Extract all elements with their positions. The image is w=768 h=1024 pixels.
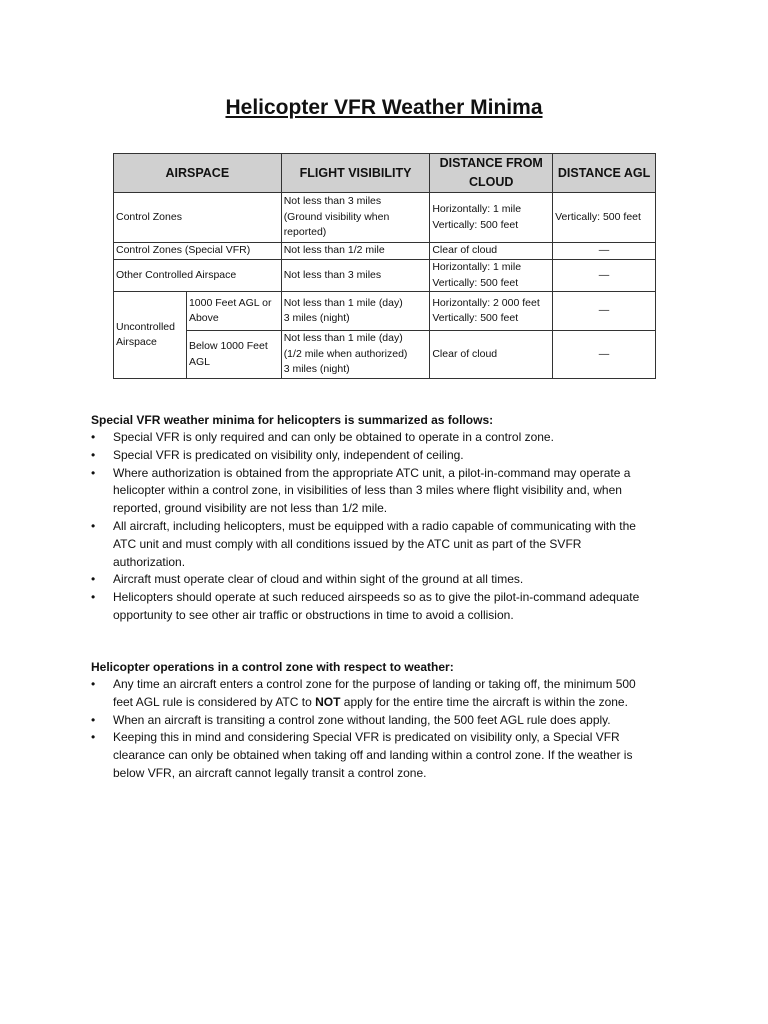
list-item xyxy=(91,429,681,447)
bullet-icon: • xyxy=(91,572,96,587)
list-item-line: Aircraft must operate clear of cloud and within sight of the ground at all times. xyxy=(113,572,524,587)
cell-line: Not less than 1 mile (day) xyxy=(283,332,403,345)
cell-line: Not less than 3 miles xyxy=(283,195,382,208)
cell-visibility: Not less than 1/2 mile xyxy=(281,243,430,260)
cell-visibility: Not less than 3 miles xyxy=(281,260,430,292)
cell-agl: Vertically: 500 feet xyxy=(553,193,656,243)
svfr-section xyxy=(91,411,681,625)
cell-cloud: Clear of cloud xyxy=(430,331,553,379)
cell-line: 1000 Feet AGL or xyxy=(188,296,272,309)
cell-line: reported) xyxy=(283,226,327,239)
list-item xyxy=(91,571,681,589)
table-row xyxy=(114,292,656,331)
list-item-line: When an aircraft is transiting a control zone without landing, the 500 feet AGL rule does apply. xyxy=(113,712,611,727)
cell-agl: — xyxy=(553,292,656,331)
list-item-line: below VFR, an aircraft cannot legally transit a control zone. xyxy=(113,765,427,780)
cell-line: Not less than 1 mile (day) xyxy=(283,296,403,309)
text-run: apply for the entire time the aircraft is within the zone. xyxy=(340,694,628,709)
cell-cloud xyxy=(430,260,553,292)
list-item-line: Where authorization is obtained from the appropriate ATC unit, a pilot-in-command may operate a xyxy=(113,465,631,480)
list-item-line: Helicopters should operate at such reduced airspeeds so as to give the pilot-in-command adequate xyxy=(113,590,640,605)
cell-airspace: Control Zones xyxy=(114,193,282,243)
list-item xyxy=(91,589,681,625)
header-airspace: AIRSPACE xyxy=(114,154,282,193)
list-item-line: Special VFR is predicated on visibility only, independent of ceiling. xyxy=(113,447,464,462)
cell-line: (Ground visibility when xyxy=(283,210,390,223)
cell-line: Horizontally: 1 mile xyxy=(432,261,522,273)
list-item-line: reported, ground visibility are not less than 1/2 mile. xyxy=(113,501,388,516)
cell-visibility xyxy=(281,193,430,243)
cell-line: Horizontally: 2 000 feet xyxy=(432,296,540,309)
table-row xyxy=(114,193,656,243)
bullet-icon: • xyxy=(91,677,96,691)
bullet-icon: • xyxy=(91,730,96,745)
cell-visibility xyxy=(281,331,430,379)
list-item-line: authorization. xyxy=(113,554,186,569)
cell-line: Below 1000 Feet xyxy=(188,340,268,352)
list-item xyxy=(91,447,681,465)
ops-section xyxy=(91,658,681,783)
list-item-line: Keeping this in mind and considering Special VFR is predicated on visibility only, a Special VFR xyxy=(113,730,620,745)
cell-agl: — xyxy=(553,260,656,292)
text-run: feet AGL rule is considered by ATC to xyxy=(113,694,316,709)
cell-line: Airspace xyxy=(116,336,157,348)
emphasis-not: NOT xyxy=(315,694,341,709)
list-item-line: Any time an aircraft enters a control zone for the purpose of landing or taking off, the minimum 500 xyxy=(113,677,636,691)
cell-airspace: Other Controlled Airspace xyxy=(114,260,282,292)
cell-cloud xyxy=(430,193,553,243)
cell-line: Vertically: 500 feet xyxy=(432,218,519,231)
bullet-icon: • xyxy=(91,465,96,480)
list-item-line: helicopter within a control zone, in visibilities of less than 3 miles where flight visibility and, when xyxy=(113,483,622,498)
bullet-icon: • xyxy=(91,590,96,605)
list-item-line: clearance can only be obtained when taking off and landing within a control zone. If the weather is xyxy=(113,748,633,763)
weather-minima-table xyxy=(113,153,656,379)
list-item-line xyxy=(113,694,681,712)
list-item xyxy=(91,518,681,571)
header-distance-from-cloud: DISTANCE FROM CLOUD xyxy=(430,154,553,193)
bullet-icon: • xyxy=(91,712,96,727)
header-flight-visibility: FLIGHT VISIBILITY xyxy=(281,154,430,193)
header-distance-agl: DISTANCE AGL xyxy=(553,154,656,193)
bullet-icon: • xyxy=(91,447,96,462)
ops-heading: Helicopter operations in a control zone with respect to weather: xyxy=(91,660,454,674)
cell-airspace: Control Zones (Special VFR) xyxy=(114,243,282,260)
cell-airspace xyxy=(114,292,187,379)
list-item xyxy=(91,729,681,782)
cell-line: Horizontally: 1 mile xyxy=(432,203,522,215)
list-item-line: All aircraft, including helicopters, must be equipped with a radio capable of communicating with the xyxy=(113,518,636,533)
page-title: Helicopter VFR Weather Minima xyxy=(225,96,543,119)
table-row xyxy=(114,260,656,292)
cell-line: Vertically: 500 feet xyxy=(432,312,519,324)
cell-visibility xyxy=(281,292,430,331)
table-row xyxy=(114,331,656,379)
list-item-line: ATC unit and must comply with all conditions issued by the ATC unit as part of the SVFR xyxy=(113,536,582,551)
list-item xyxy=(91,712,681,730)
cell-line: Above xyxy=(188,312,219,324)
cell-line: Uncontrolled xyxy=(116,320,175,333)
cell-cloud: Clear of cloud xyxy=(430,243,553,260)
cell-agl: — xyxy=(553,243,656,260)
cell-sub-airspace xyxy=(186,292,281,331)
list-item-line: Special VFR is only required and can only be obtained to operate in a control zone. xyxy=(113,430,554,444)
cell-line: 3 miles (night) xyxy=(283,312,350,324)
list-item-line: opportunity to see other air traffic or obstructions in time to avoid a collision. xyxy=(113,607,514,622)
cell-agl: — xyxy=(553,331,656,379)
list-item xyxy=(91,676,681,712)
table-header-row xyxy=(114,154,656,193)
bullet-icon: • xyxy=(91,430,96,444)
cell-line: (1/2 mile when authorized) xyxy=(283,347,408,360)
ops-list xyxy=(91,676,681,783)
svfr-heading: Special VFR weather minima for helicopters is summarized as follows: xyxy=(91,413,494,427)
cell-sub-airspace xyxy=(186,331,281,379)
cell-line: 3 miles (night) xyxy=(283,363,350,376)
svfr-list xyxy=(91,429,681,625)
bullet-icon: • xyxy=(91,518,96,533)
table-row xyxy=(114,243,656,260)
cell-cloud xyxy=(430,292,553,331)
cell-line: Vertically: 500 feet xyxy=(432,276,519,289)
cell-line: AGL xyxy=(188,355,210,368)
list-item xyxy=(91,465,681,518)
